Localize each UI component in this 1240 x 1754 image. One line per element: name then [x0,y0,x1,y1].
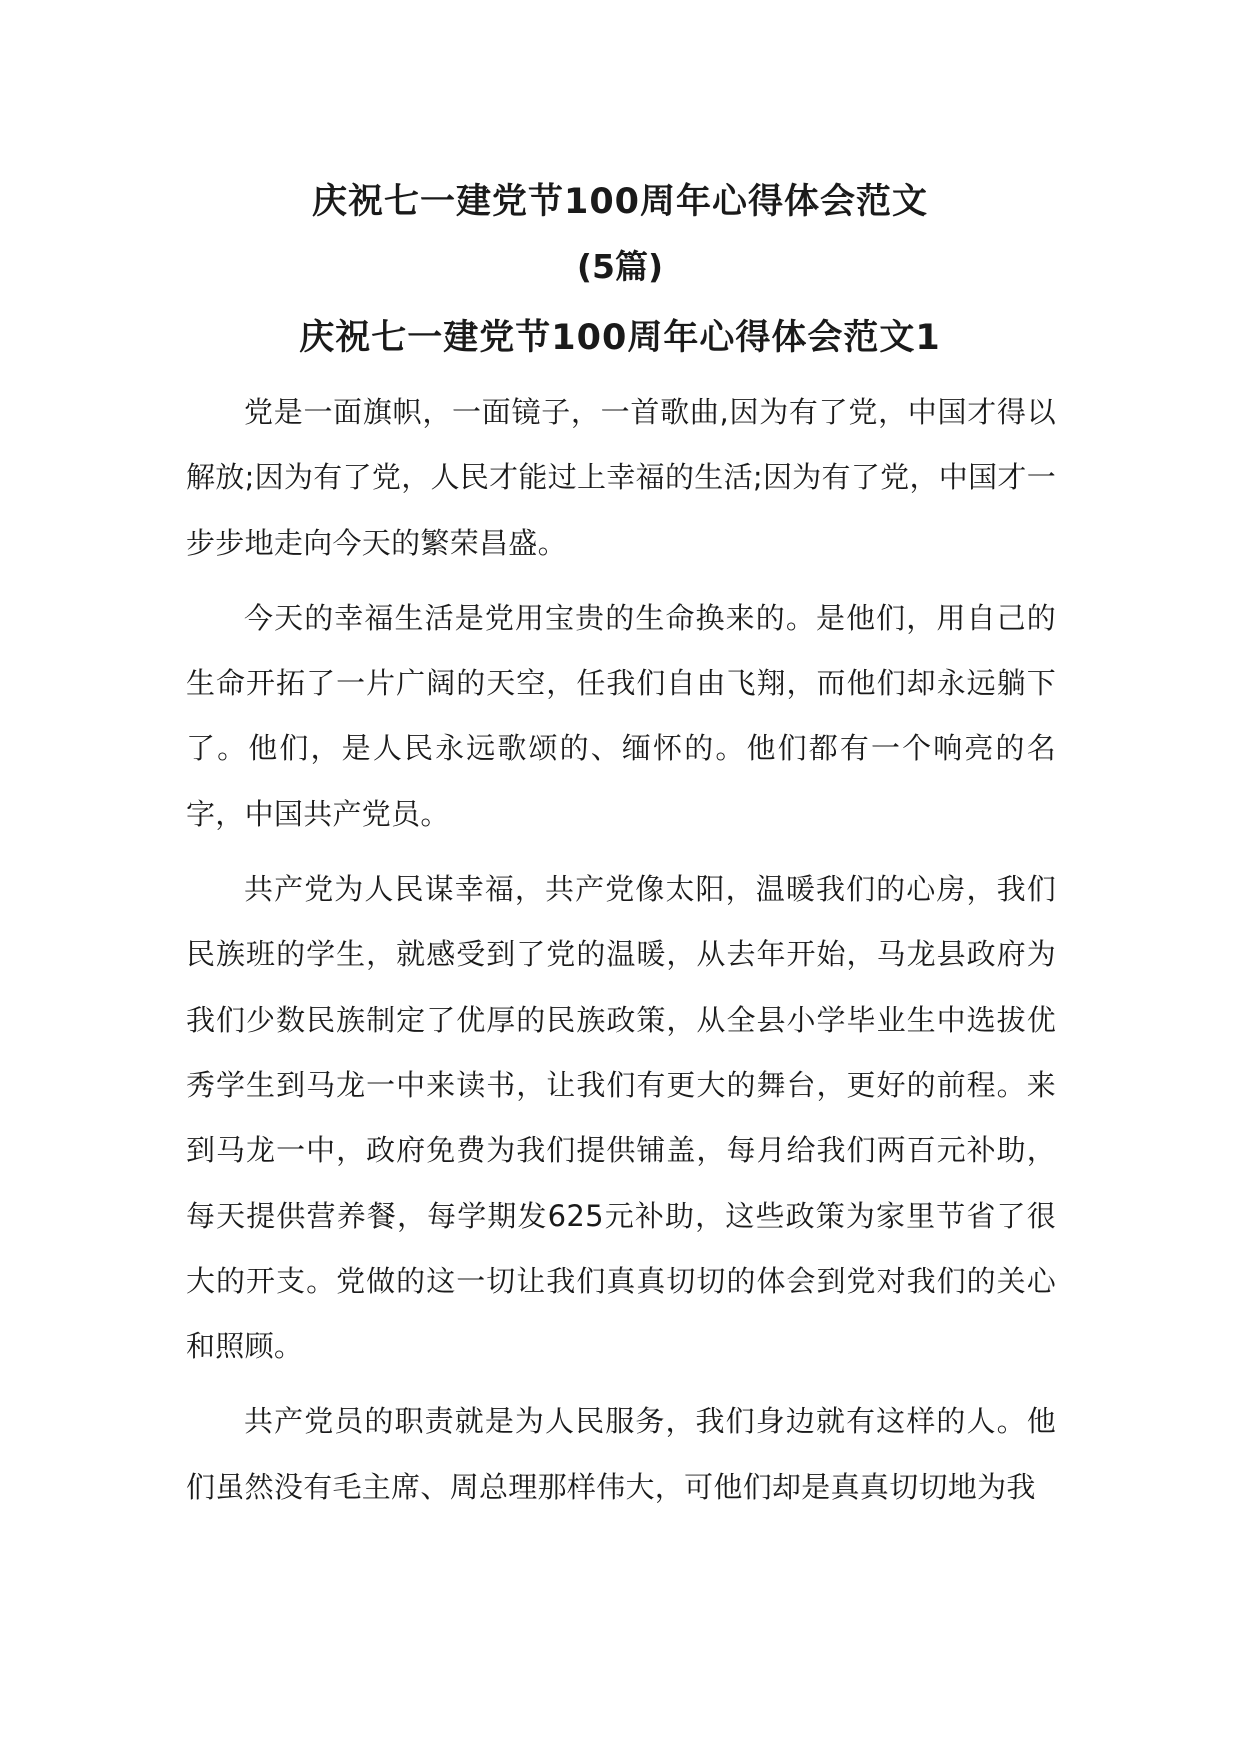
paragraph-1: 党是一面旗帜，一面镜子，一首歌曲,因为有了党，中国才得以解放;因为有了党，人民才能过上幸福的生活;因为有了党，中国才一步步地走向今天的繁荣昌盛。 [186,395,1056,560]
document-body [186,380,1056,1530]
paragraph-4: 共产党员的职责就是为人民服务，我们身边就有这样的人。他们虽然没有毛主席、周总理那样伟大，可他们却是真真切切地为我 [186,1404,1056,1504]
paragraph-2: 今天的幸福生活是党用宝贵的生命换来的。是他们，用自己的生命开拓了一片广阔的天空，任我们自由飞翔，而他们却永远躺下了。他们，是人民永远歌颂的、缅怀的。他们都有一个响亮的名字，中国共产党员。 [186,600,1056,831]
document-title: 庆祝七一建党节100周年心得体会范文 [311,182,929,222]
section-heading: 庆祝七一建党节100周年心得体会范文1 [299,318,941,358]
document-subtitle: (5篇) [576,247,664,286]
paragraph-3: 共产党为人民谋幸福，共产党像太阳，温暖我们的心房，我们民族班的学生，就感受到了党的温暖，从去年开始，马龙县政府为我们少数民族制定了优厚的民族政策，从全县小学毕业生中选拔优秀学生到马龙一中来读书，让我们有更大的舞台，更好的前程。来到马龙一中，政府免费为我们提供铺盖，每月给我们两百元补助，每天提供营养餐，每学期发625元补助，这些政策为家里节省了很大的开支。党做的这一切让我们真真切切的体会到党对我们的关心和照顾。 [186,872,1056,1364]
